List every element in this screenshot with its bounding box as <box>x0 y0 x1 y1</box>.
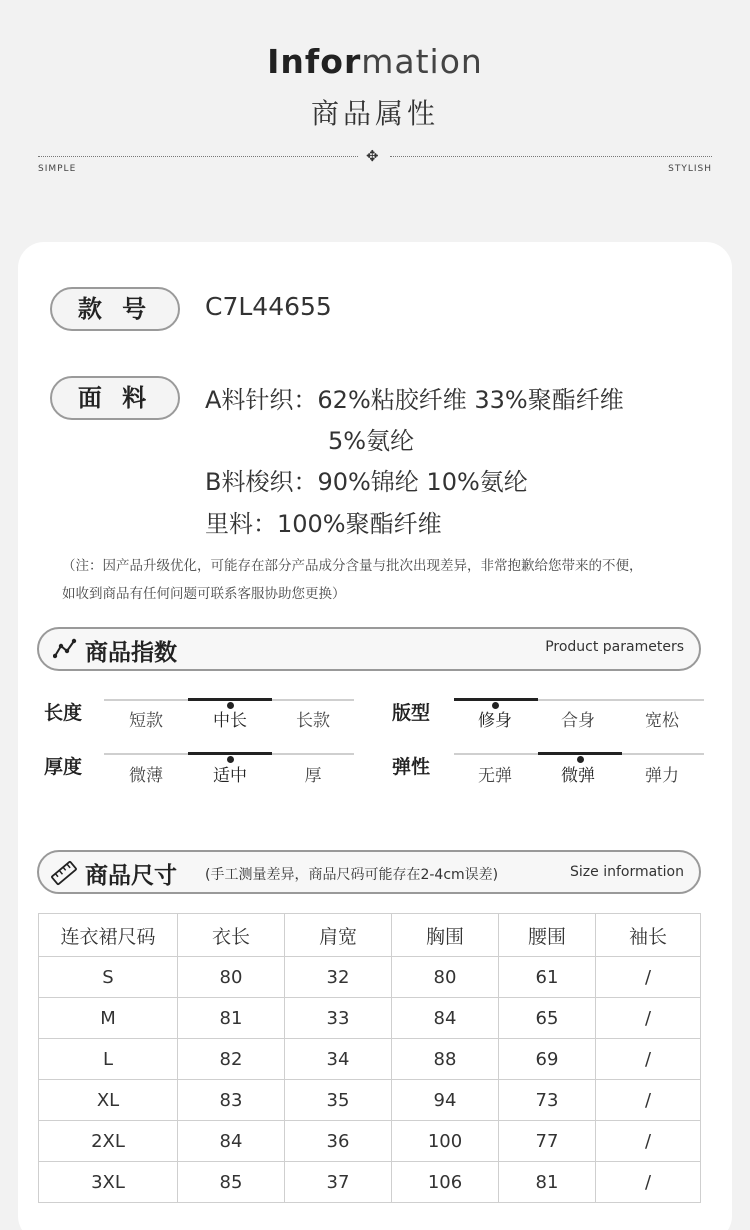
table-cell: 80 <box>178 957 285 998</box>
param-option-selected: 修身 <box>478 711 512 731</box>
param-label-thickness: 厚度 <box>44 756 83 778</box>
header-divider-left <box>38 156 358 157</box>
table-cell: / <box>596 998 701 1039</box>
size-table <box>38 913 701 1203</box>
table-header-row <box>39 914 701 957</box>
column-header: 胸围 <box>392 914 499 957</box>
header-subtitle: 商品属性 <box>310 97 439 130</box>
table-cell: / <box>596 1080 701 1121</box>
table-cell: 85 <box>178 1162 285 1203</box>
header-title-light: mation <box>361 42 483 81</box>
table-cell: 82 <box>178 1039 285 1080</box>
size-note: (手工测量差异，商品尺码可能存在2-4cm误差) <box>205 867 499 883</box>
param-option: 合身 <box>561 711 595 731</box>
table-cell: 35 <box>285 1080 392 1121</box>
column-header: 肩宽 <box>285 914 392 957</box>
table-row <box>39 998 701 1039</box>
table-row <box>39 1162 701 1203</box>
table-cell: 100 <box>392 1121 499 1162</box>
table-row <box>39 957 701 998</box>
cross-ornament-icon: ✥ <box>366 147 379 165</box>
trend-line-icon <box>53 638 77 660</box>
table-row <box>39 1080 701 1121</box>
param-option-selected: 中长 <box>213 711 247 731</box>
param-option: 短款 <box>129 711 163 731</box>
fabric-line: A料针织：62%粘胶纤维 33%聚酯纤维 <box>205 386 624 414</box>
params-title: 商品指数 <box>85 640 177 666</box>
column-header: 连衣裙尺码 <box>39 914 178 957</box>
param-label-length: 长度 <box>44 702 83 724</box>
table-cell: 84 <box>178 1121 285 1162</box>
table-cell: S <box>39 957 178 998</box>
table-cell: 81 <box>178 998 285 1039</box>
param-option: 长款 <box>296 711 330 731</box>
table-cell: 33 <box>285 998 392 1039</box>
table-cell: 36 <box>285 1121 392 1162</box>
table-cell: L <box>39 1039 178 1080</box>
table-cell: 61 <box>499 957 596 998</box>
fabric-note: 如收到商品有任何问题可联系客服协助您更换） <box>62 586 346 602</box>
param-active-segment <box>454 698 538 701</box>
table-cell: 37 <box>285 1162 392 1203</box>
ruler-icon <box>50 860 78 886</box>
table-cell: 65 <box>499 998 596 1039</box>
table-cell: XL <box>39 1080 178 1121</box>
header-right-tag: STYLISH <box>668 164 712 174</box>
header-divider-right <box>390 156 712 157</box>
param-active-segment <box>188 752 272 755</box>
size-title-en: Size information <box>570 864 684 880</box>
params-title-en: Product parameters <box>545 639 684 655</box>
fabric-line: B料梭织：90%锦纶 10%氨纶 <box>205 468 528 496</box>
table-cell: 2XL <box>39 1121 178 1162</box>
param-option: 弹力 <box>645 766 679 786</box>
table-cell: / <box>596 1039 701 1080</box>
table-cell: 80 <box>392 957 499 998</box>
table-cell: / <box>596 1121 701 1162</box>
fabric-label: 面 料 <box>50 376 180 420</box>
table-cell: 3XL <box>39 1162 178 1203</box>
table-cell: 106 <box>392 1162 499 1203</box>
table-cell: 88 <box>392 1039 499 1080</box>
param-option: 微薄 <box>129 766 163 786</box>
style-number-value: C7L44655 <box>205 292 332 321</box>
table-cell: 73 <box>499 1080 596 1121</box>
table-cell: M <box>39 998 178 1039</box>
fabric-note: （注：因产品升级优化，可能存在部分产品成分含量与批次出现差异，非常抱歉给您带来的不便， <box>62 558 643 574</box>
header-title-bold: Infor <box>267 42 362 81</box>
column-header: 腰围 <box>499 914 596 957</box>
header-left-tag: SIMPLE <box>38 164 77 174</box>
table-cell: 34 <box>285 1039 392 1080</box>
table-cell: / <box>596 957 701 998</box>
param-option-selected: 微弹 <box>561 766 595 786</box>
param-option: 宽松 <box>645 711 679 731</box>
param-label-elasticity: 弹性 <box>392 756 431 778</box>
param-option: 厚 <box>304 766 322 786</box>
style-number-label: 款 号 <box>50 287 180 331</box>
table-cell: / <box>596 1162 701 1203</box>
param-active-segment <box>538 752 622 755</box>
param-label-fit: 版型 <box>392 702 431 724</box>
param-active-segment <box>188 698 272 701</box>
table-cell: 32 <box>285 957 392 998</box>
table-cell: 77 <box>499 1121 596 1162</box>
table-cell: 69 <box>499 1039 596 1080</box>
size-title: 商品尺寸 <box>85 863 177 889</box>
fabric-line: 里料：100%聚酯纤维 <box>205 510 442 538</box>
column-header: 衣长 <box>178 914 285 957</box>
table-row <box>39 1039 701 1080</box>
column-header: 袖长 <box>596 914 701 957</box>
fabric-line: 5%氨纶 <box>328 427 415 455</box>
table-cell: 83 <box>178 1080 285 1121</box>
table-cell: 81 <box>499 1162 596 1203</box>
table-cell: 84 <box>392 998 499 1039</box>
param-option: 无弹 <box>478 766 512 786</box>
table-row <box>39 1121 701 1162</box>
param-option-selected: 适中 <box>213 766 247 786</box>
header-title <box>0 42 750 81</box>
table-cell: 94 <box>392 1080 499 1121</box>
